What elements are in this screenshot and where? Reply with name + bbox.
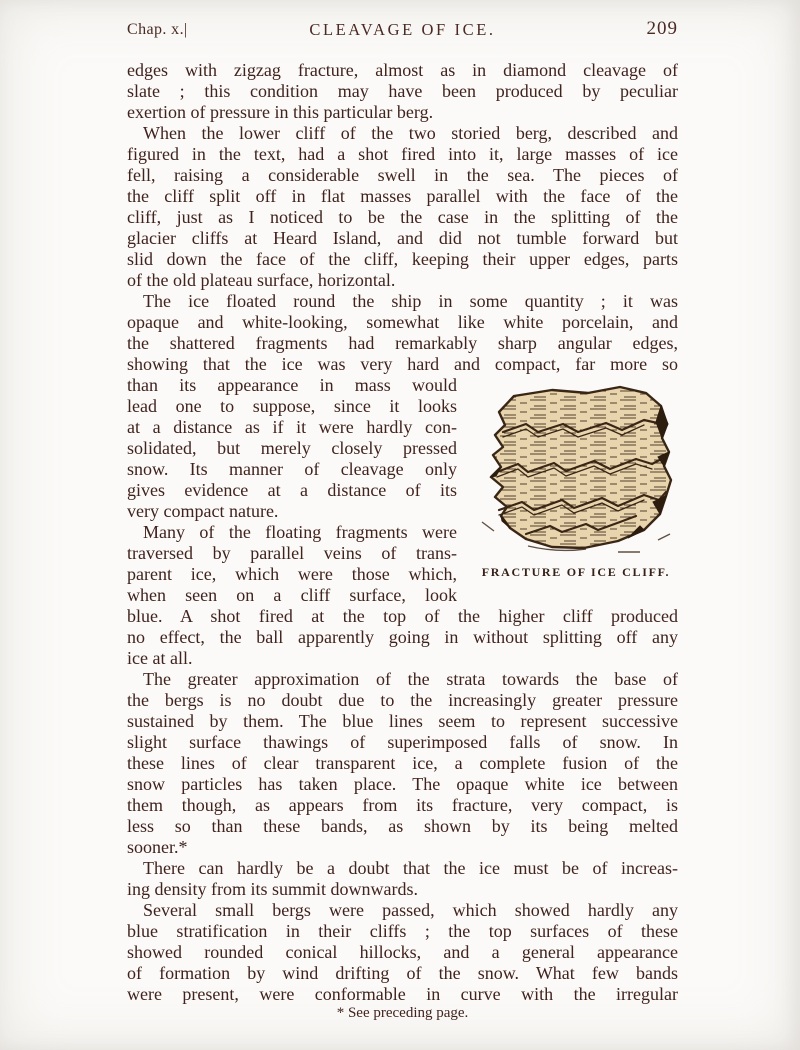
text-line: of the old plateau surface, horizontal. — [127, 270, 396, 290]
text-line: fell, raising a considerable swell in the sea. The pieces of — [127, 165, 678, 185]
text-line: showed rounded conical hillocks, and a general appearance — [127, 942, 678, 962]
text-line: gives evidence at a distance of its — [127, 480, 457, 500]
text-line: slid down the face of the cliff, keeping their upper edges, parts — [127, 249, 678, 269]
text-line: figured in the text, had a shot fired into it, large masses of ice — [127, 144, 678, 164]
text-line: slate ; this condition may have been produced by peculiar — [127, 81, 678, 101]
text-line: blue. A shot fired at the top of the higher cliff produced — [127, 606, 678, 626]
paragraph — [127, 669, 678, 858]
page-title: CLEAVAGE OF ICE. — [309, 20, 496, 39]
text-line: sooner.* — [127, 837, 188, 857]
footnote: * See preceding page. — [336, 1005, 469, 1021]
text-line: these lines of clear transparent ice, a complete fusion of the — [127, 753, 678, 773]
text-line: sustained by them. The blue lines seem to represent successive — [127, 711, 678, 731]
text-line: opaque and white-looking, somewhat like white porcelain, and — [127, 312, 678, 332]
text-line: the cliff split off in flat masses parallel with the face of the — [127, 186, 678, 206]
text-line: snow. Its manner of cleavage only — [127, 459, 457, 479]
text-line: cliff, just as I noticed to be the case in the splitting of the — [127, 207, 678, 227]
text-line: showing that the ice was very hard and compact, far more so — [127, 354, 678, 374]
paragraph — [127, 900, 678, 1005]
text-line: snow particles has taken place. The opaque white ice between — [127, 774, 678, 794]
text-line: parent ice, which were those which, — [127, 564, 457, 584]
text-line: Several small bergs were passed, which showed hardly any — [143, 900, 678, 920]
text-line: When the lower cliff of the two storied berg, described and — [143, 123, 678, 143]
text-line: glacier cliffs at Heard Island, and did not tumble forward but — [127, 228, 678, 248]
paragraph — [127, 291, 678, 375]
text-line: The ice floated round the ship in some quantity ; it was — [143, 291, 678, 311]
text-line: lead one to suppose, since it looks — [127, 396, 457, 416]
text-line: them though, as appears from its fracture, very compact, is — [127, 795, 678, 815]
paragraph — [127, 606, 678, 669]
text-line: at a distance as if it were hardly con- — [127, 417, 457, 437]
paragraph — [127, 123, 678, 291]
paragraph — [127, 522, 457, 606]
text-line: solidated, but merely closely pressed — [127, 438, 457, 458]
text-line: edges with zigzag fracture, almost as in diamond cleavage of — [127, 60, 678, 80]
chapter-label: Chap. x.| — [127, 21, 188, 38]
text-line: Many of the floating fragments were — [143, 522, 457, 542]
text-line: no effect, the ball apparently going in without splitting off any — [127, 627, 678, 647]
paragraph — [127, 858, 678, 900]
text-line: ice at all. — [127, 648, 193, 668]
figure-caption: FRACTURE OF ICE CLIFF. — [481, 565, 671, 579]
text-line: the bergs is no doubt due to the increasingly greater pressure — [127, 690, 678, 710]
text-line: exertion of pressure in this particular berg. — [127, 102, 434, 122]
text-line: less so than these bands, as shown by its being melted — [127, 816, 678, 836]
text-line: slight surface thawings of superimposed falls of snow. In — [127, 732, 678, 752]
ice-fracture-figure — [468, 380, 684, 580]
text-line: when seen on a cliff surface, look — [127, 585, 457, 605]
text-line: than its appearance in mass would — [127, 375, 457, 395]
text-line: were present, were conformable in curve with the irregular — [127, 984, 678, 1004]
text-line: of formation by wind drifting of the snow. What few bands — [127, 963, 678, 983]
paragraph — [127, 375, 457, 522]
text-line: ing density from its summit downwards. — [127, 879, 418, 899]
text-line: traversed by parallel veins of trans- — [127, 543, 457, 563]
text-line: There can hardly be a doubt that the ice must be of increas- — [143, 858, 678, 878]
text-line: blue stratification in their cliffs ; the top surfaces of these — [127, 921, 678, 941]
running-header — [127, 18, 678, 44]
ice-block-engraving-icon — [468, 380, 684, 560]
page-number: 209 — [646, 18, 678, 39]
paragraph — [127, 60, 678, 123]
text-line: The greater approximation of the strata towards the base of — [143, 669, 678, 689]
text-line: very compact nature. — [127, 501, 279, 521]
text-line: the shattered fragments had remarkably sharp angular edges, — [127, 333, 678, 353]
